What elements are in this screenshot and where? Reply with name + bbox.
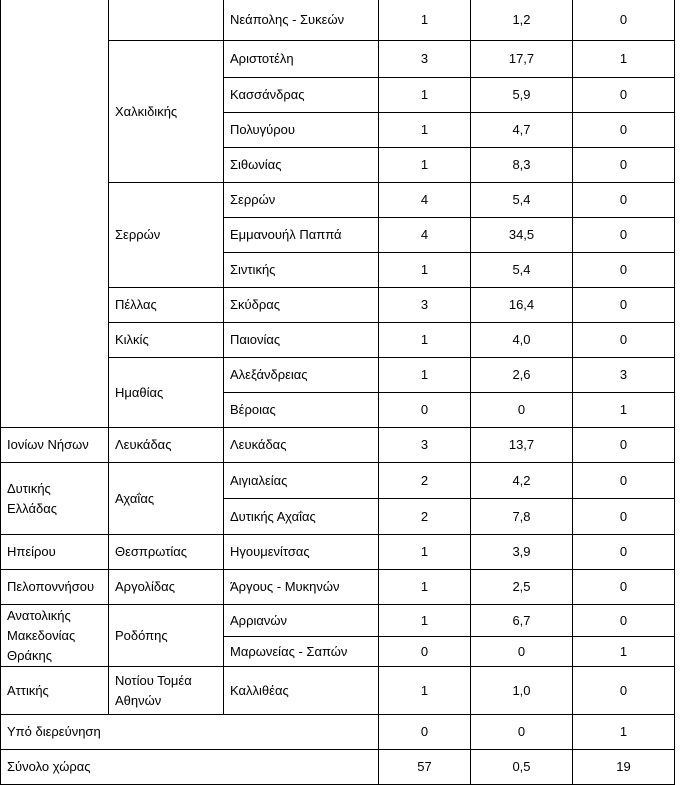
cases-cell: 0 [379, 715, 471, 750]
unit-cell: Κιλκίς [109, 323, 224, 358]
deaths-cell: 0 [573, 463, 675, 499]
municipality-cell: Σιθωνίας [224, 148, 379, 183]
cases-cell: 3 [379, 288, 471, 323]
deaths-cell: 0 [573, 0, 675, 41]
municipality-cell: Αλεξάνδρειας [224, 358, 379, 393]
deaths-cell: 0 [573, 667, 675, 715]
deaths-cell: 0 [573, 148, 675, 183]
unit-cell: Πέλλας [109, 288, 224, 323]
cases-cell: 2 [379, 499, 471, 535]
cases-cell: 1 [379, 535, 471, 570]
cases-cell: 1 [379, 113, 471, 148]
deaths-cell: 0 [573, 253, 675, 288]
rate-cell: 8,3 [471, 148, 573, 183]
rate-cell: 4,7 [471, 113, 573, 148]
cases-cell: 1 [379, 253, 471, 288]
cases-cell: 3 [379, 428, 471, 463]
rate-cell: 3,9 [471, 535, 573, 570]
deaths-cell: 1 [573, 393, 675, 428]
municipality-cell: Βέροιας [224, 393, 379, 428]
table-row [1, 535, 675, 570]
deaths-cell: 0 [573, 183, 675, 218]
deaths-cell: 0 [573, 78, 675, 113]
region-cell: Πελοποννήσου [1, 570, 109, 605]
municipality-cell: Σιντικής [224, 253, 379, 288]
deaths-cell: 0 [573, 428, 675, 463]
municipality-cell: Αριστοτέλη [224, 41, 379, 78]
cases-cell: 4 [379, 218, 471, 253]
under-investigation-label: Υπό διερεύνηση [1, 715, 379, 750]
deaths-cell: 0 [573, 288, 675, 323]
region-cell: Ανατολικής Μακεδονίας Θράκης [1, 605, 109, 667]
cases-cell: 0 [379, 637, 471, 667]
municipality-cell: Λευκάδας [224, 428, 379, 463]
unit-cell: Αχαΐας [109, 463, 224, 535]
deaths-cell: 19 [573, 750, 675, 785]
under-investigation-row [1, 715, 675, 750]
region-cell: Δυτικής Ελλάδας [1, 463, 109, 535]
unit-cell: Σερρών [109, 183, 224, 288]
cases-cell: 1 [379, 358, 471, 393]
deaths-cell: 0 [573, 535, 675, 570]
rate-cell: 6,7 [471, 605, 573, 637]
rate-cell: 13,7 [471, 428, 573, 463]
rate-cell: 1,0 [471, 667, 573, 715]
cases-cell: 2 [379, 463, 471, 499]
unit-cell: Αργολίδας [109, 570, 224, 605]
rate-cell: 4,0 [471, 323, 573, 358]
table-row [1, 428, 675, 463]
rate-cell: 7,8 [471, 499, 573, 535]
unit-cell: Ροδόπης [109, 605, 224, 667]
cases-cell: 1 [379, 148, 471, 183]
unit-cell: Νοτίου Τομέα Αθηνών [109, 667, 224, 715]
unit-cell: Θεσπρωτίας [109, 535, 224, 570]
table-row [1, 0, 675, 41]
deaths-cell: 0 [573, 605, 675, 637]
deaths-cell: 0 [573, 499, 675, 535]
municipality-cell: Αρριανών [224, 605, 379, 637]
cases-cell: 3 [379, 41, 471, 78]
municipality-cell: Σκύδρας [224, 288, 379, 323]
region-cell: Ιονίων Νήσων [1, 428, 109, 463]
country-total-label: Σύνολο χώρας [1, 750, 379, 785]
cases-cell: 1 [379, 605, 471, 637]
rate-cell: 0 [471, 715, 573, 750]
municipality-cell: Ηγουμενίτσας [224, 535, 379, 570]
municipality-cell: Αιγιαλείας [224, 463, 379, 499]
rate-cell: 1,2 [471, 0, 573, 41]
cases-cell: 1 [379, 0, 471, 41]
unit-cell: Λευκάδας [109, 428, 224, 463]
rate-cell: 5,4 [471, 183, 573, 218]
cases-cell: 57 [379, 750, 471, 785]
table-row [1, 570, 675, 605]
unit-cell [109, 0, 224, 41]
region-cell [1, 0, 109, 428]
table-row [1, 605, 675, 637]
municipality-cell: Καλλιθέας [224, 667, 379, 715]
rate-cell: 4,2 [471, 463, 573, 499]
rate-cell: 34,5 [471, 218, 573, 253]
deaths-cell: 1 [573, 715, 675, 750]
municipality-cell: Νεάπολης - Συκεών [224, 0, 379, 41]
cases-cell: 0 [379, 393, 471, 428]
cases-cell: 4 [379, 183, 471, 218]
rate-cell: 5,9 [471, 78, 573, 113]
cases-cell: 1 [379, 667, 471, 715]
cases-cell: 1 [379, 78, 471, 113]
municipality-cell: Εμμανουήλ Παππά [224, 218, 379, 253]
rate-cell: 0 [471, 637, 573, 667]
table-row [1, 463, 675, 499]
rate-cell: 5,4 [471, 253, 573, 288]
deaths-cell: 0 [573, 570, 675, 605]
municipality-cell: Παιονίας [224, 323, 379, 358]
cases-cell: 1 [379, 323, 471, 358]
municipality-cell: Μαρωνείας - Σαπών [224, 637, 379, 667]
municipality-cell: Άργους - Μυκηνών [224, 570, 379, 605]
municipality-cell: Κασσάνδρας [224, 78, 379, 113]
rate-cell: 0 [471, 393, 573, 428]
municipality-cell: Σερρών [224, 183, 379, 218]
rate-cell: 16,4 [471, 288, 573, 323]
deaths-cell: 3 [573, 358, 675, 393]
unit-cell: Ημαθίας [109, 358, 224, 428]
rate-cell: 2,6 [471, 358, 573, 393]
region-cell: Ηπείρου [1, 535, 109, 570]
rate-cell: 0,5 [471, 750, 573, 785]
deaths-cell: 0 [573, 218, 675, 253]
deaths-cell: 0 [573, 323, 675, 358]
cases-cell: 1 [379, 570, 471, 605]
country-total-row [1, 750, 675, 785]
table-row [1, 667, 675, 715]
deaths-cell: 1 [573, 637, 675, 667]
rate-cell: 2,5 [471, 570, 573, 605]
region-cell: Αττικής [1, 667, 109, 715]
rate-cell: 17,7 [471, 41, 573, 78]
deaths-cell: 0 [573, 113, 675, 148]
unit-cell: Χαλκιδικής [109, 41, 224, 183]
municipality-cell: Δυτικής Αχαΐας [224, 499, 379, 535]
deaths-cell: 1 [573, 41, 675, 78]
municipality-cell: Πολυγύρου [224, 113, 379, 148]
